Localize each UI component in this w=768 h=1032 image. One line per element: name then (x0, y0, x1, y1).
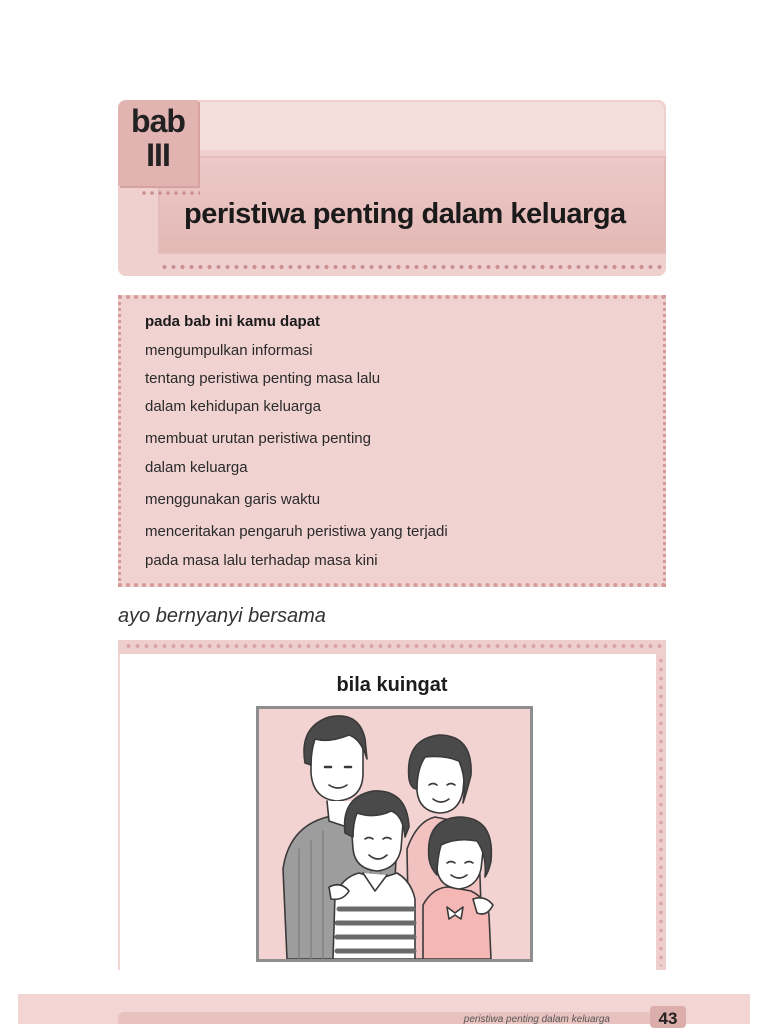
objective-line: menceritakan pengaruh peristiwa yang terjadi (145, 523, 448, 540)
chapter-label-number: III (146, 137, 170, 173)
chapter-title: peristiwa penting dalam keluarga (184, 198, 626, 230)
song-box-right-dots (658, 656, 664, 966)
objectives-heading: pada bab ini kamu dapat (145, 313, 321, 330)
objective-line: tentang peristiwa penting masa lalu (145, 370, 381, 387)
song-box-left-border (118, 654, 120, 970)
song-title: bila kuingat (336, 674, 448, 696)
page-number: 43 (650, 1006, 686, 1028)
objective-line: mengumpulkan informasi (145, 342, 313, 359)
mother-hand (473, 898, 493, 914)
family-drawing (259, 709, 530, 959)
objective-line: pada masa lalu terhadap masa kini (145, 552, 378, 569)
family-illustration (256, 706, 533, 962)
header-stripe (198, 102, 664, 150)
running-title: peristiwa penting dalam keluarga (463, 1014, 610, 1025)
header-dotted-border (160, 263, 664, 271)
objective-line: dalam keluarga (145, 459, 248, 476)
song-box-top-dots (124, 642, 664, 650)
chapter-label (118, 104, 198, 172)
objective-line: membuat urutan peristiwa penting (145, 430, 371, 447)
decorative-dots (140, 190, 200, 196)
chapter-label-bab: bab (131, 103, 185, 139)
objective-line: menggunakan garis waktu (145, 491, 321, 508)
objective-line: dalam kehidupan keluarga (145, 398, 321, 415)
song-section-heading: ayo bernyanyi bersama (118, 605, 326, 627)
